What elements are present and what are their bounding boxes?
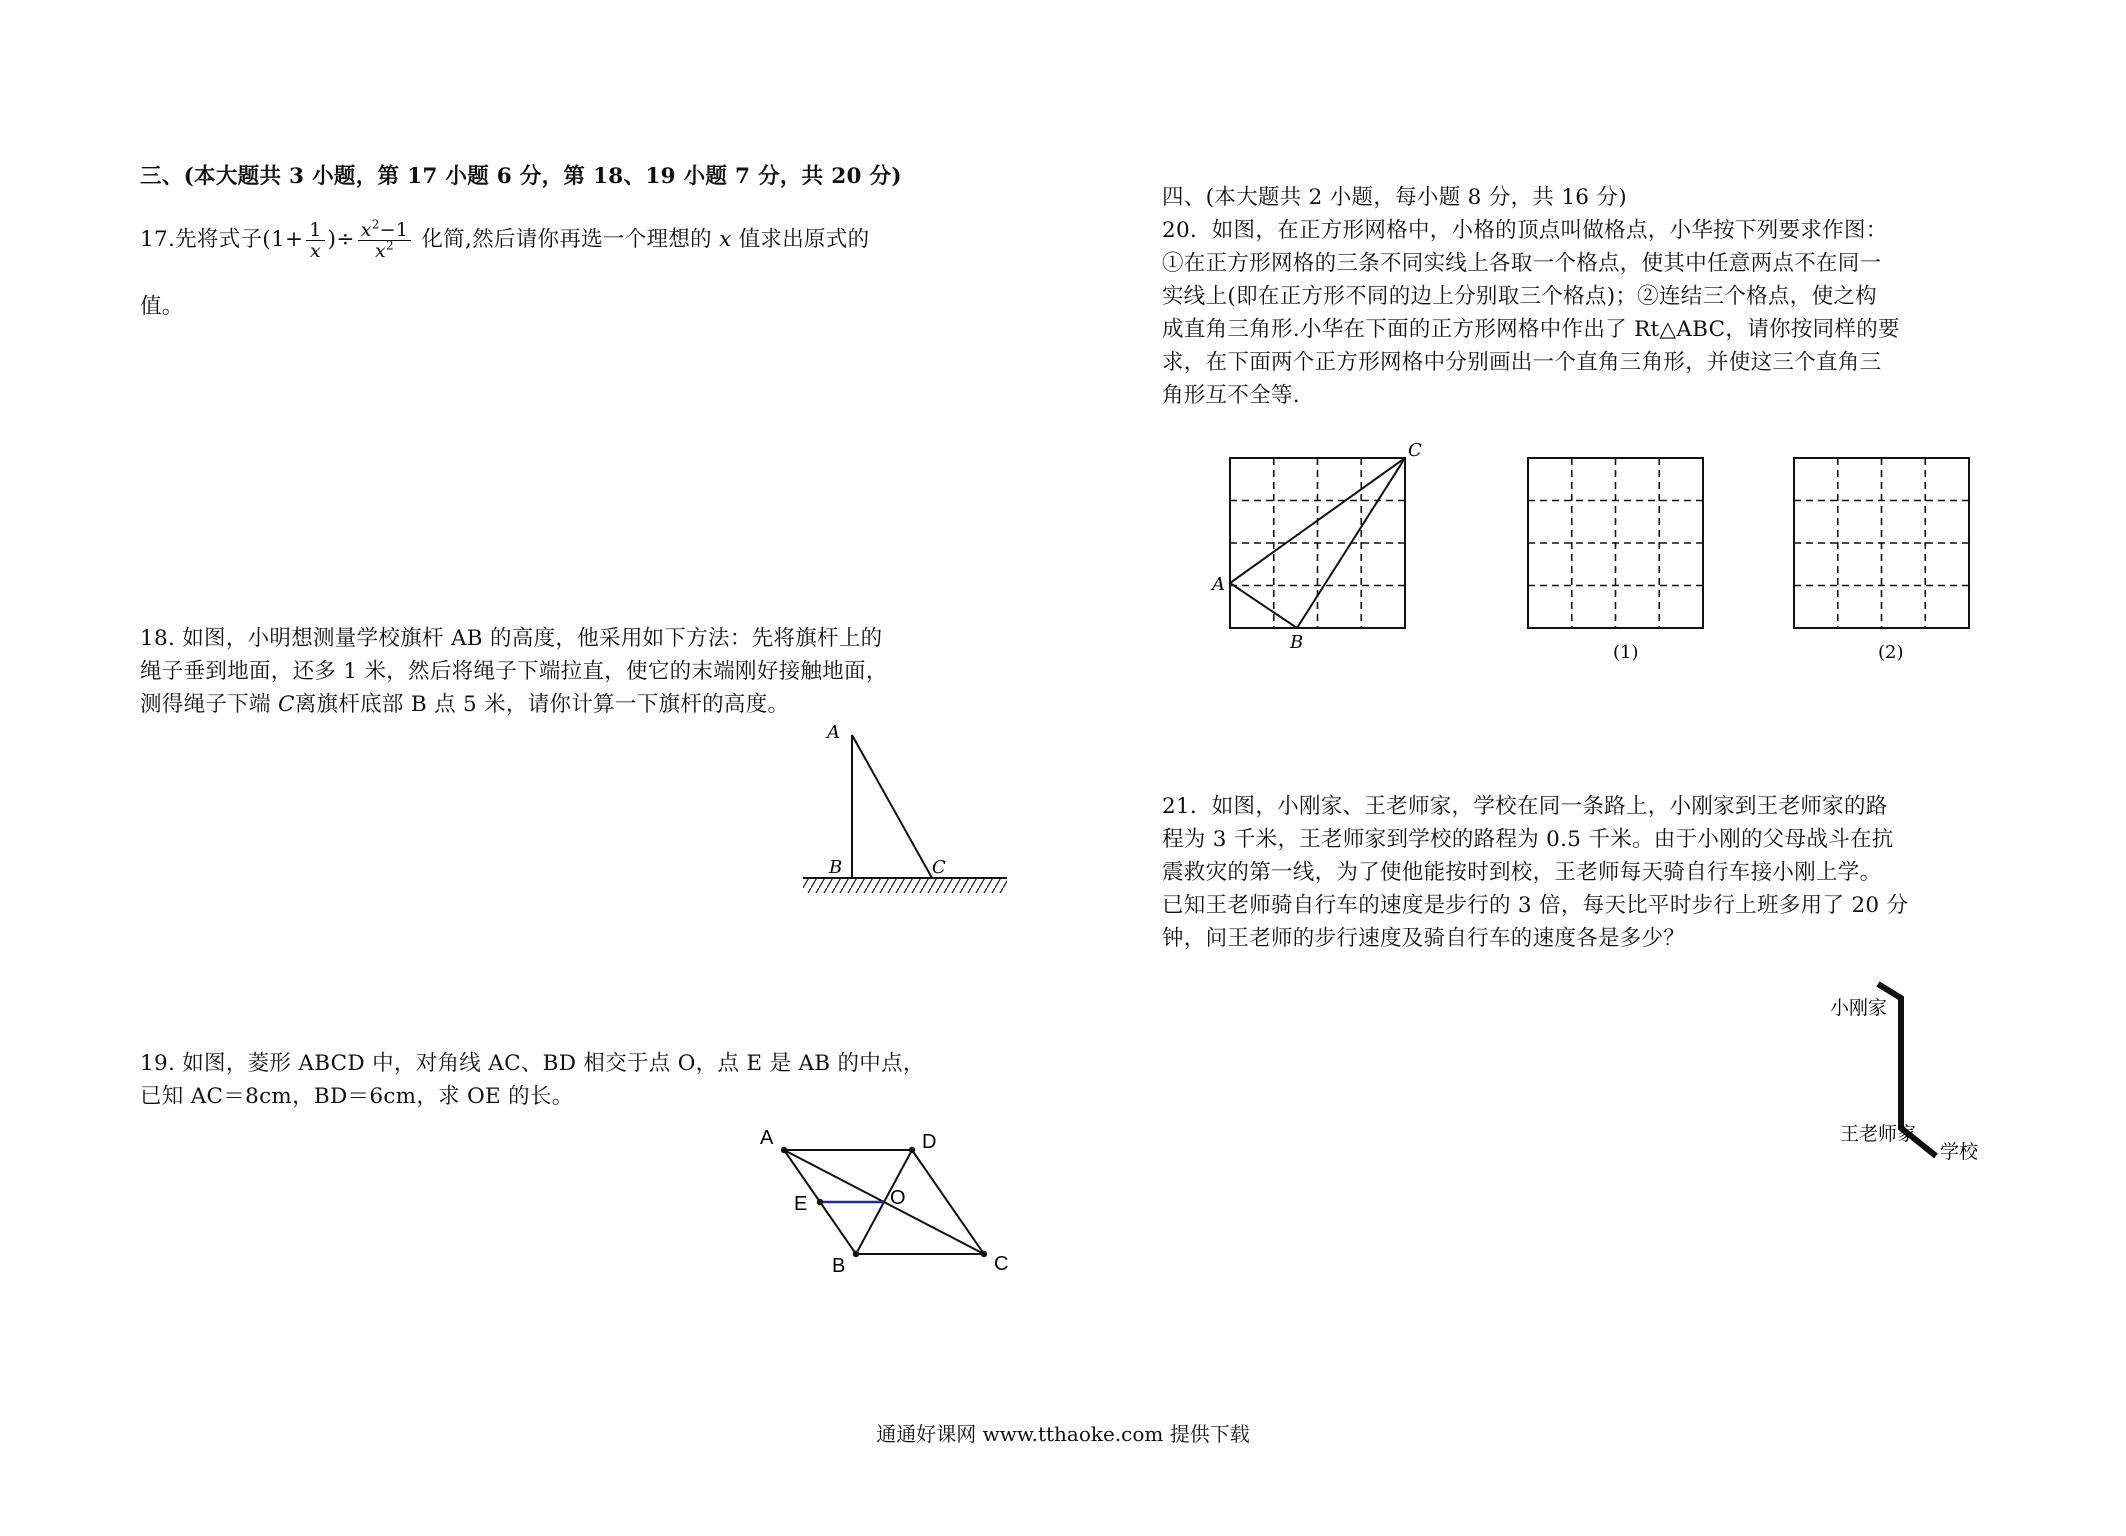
grid-1	[1520, 440, 1740, 670]
road-map-figure	[1820, 970, 2040, 1180]
q20-line1: 20．如图，在正方形网格中，小格的顶点叫做格点，小华按下列要求作图：	[1162, 218, 1888, 243]
point-c	[981, 1251, 987, 1257]
fraction-x2-minus-1-over-x2: $\frac{x^2-1}{x^2}$	[358, 220, 412, 261]
label-a: A	[1212, 574, 1225, 595]
label-e: E	[794, 1193, 808, 1215]
point-d	[909, 1147, 915, 1153]
fraction-1-over-x: $\frac{1}{x}$	[306, 220, 324, 261]
flagpole-figure	[795, 720, 1020, 905]
label-a: A	[760, 1127, 774, 1149]
label-b: B	[829, 857, 843, 878]
q18-line3: 测得绳子下端 C离旗杆底部 B 点 5 米，请你计算一下旗杆的高度。	[140, 692, 790, 717]
caption-1: (1)	[1613, 642, 1639, 663]
label-wang-home: 王老师家	[1840, 1124, 1917, 1145]
footer: 通通好课网 www.tthaoke.com 提供下载	[876, 1422, 1250, 1446]
ground-hatch	[803, 879, 1007, 893]
question-17: 17.先将式子(1+ $\frac{1}{x}$ )÷ $\frac{x^2-1}{x^2}$ 化简,然后请你再选一个理想的 x 值求出原式的	[140, 217, 870, 262]
label-b: B	[1290, 632, 1304, 653]
point-b	[853, 1251, 859, 1257]
rhombus-figure	[740, 1120, 1030, 1290]
label-d: D	[922, 1131, 937, 1153]
q20-line4: 成直角三角形.小华在下面的正方形网格中作出了 Rt△ABC，请你按同样的要	[1162, 317, 1900, 342]
label-b: B	[832, 1255, 846, 1277]
q17-prefix: 17.先将式子(1+	[140, 227, 304, 252]
point-e	[817, 1199, 823, 1205]
q19-line2: 已知 AC＝8cm，BD＝6cm，求 OE 的长。	[140, 1084, 574, 1109]
label-school: 学校	[1940, 1142, 1979, 1163]
point-a	[781, 1147, 787, 1153]
q17-divide: )÷	[327, 227, 355, 252]
grid-example	[1210, 440, 1430, 653]
rope-ac	[852, 735, 932, 878]
caption-2: (2)	[1878, 642, 1904, 663]
q21-line4: 已知王老师骑自行车的速度是步行的 3 倍，每天比平时步行上班多用了 20 分	[1162, 893, 1909, 918]
q20-line2: ①在正方形网格的三条不同实线上各取一个格点，使其中任意两点不在同一	[1162, 251, 1882, 276]
label-c: C	[1408, 440, 1422, 461]
q21-line2: 程为 3 千米，王老师家到学校的路程为 0.5 千米。由于小刚的父母战斗在抗	[1162, 827, 1894, 852]
section3-heading: 三、(本大题共 3 小题，第 17 小题 6 分，第 18、19 小题 7 分，共 20 分)	[140, 164, 902, 189]
section4-heading: 四、(本大题共 2 小题，每小题 8 分，共 16 分)	[1162, 185, 1627, 210]
q21-line1: 21．如图，小刚家、王老师家，学校在同一条路上，小刚家到王老师家的路	[1162, 794, 1888, 819]
label-xiaogang-home: 小刚家	[1830, 998, 1888, 1019]
q21-line5: 钟，问王老师的步行速度及骑自行车的速度各是多少？	[1162, 926, 1686, 951]
label-c: C	[932, 857, 946, 878]
label-a: A	[827, 722, 840, 743]
q18-line2: 绳子垂到地面，还多 1 米，然后将绳子下端拉直，使它的末端刚好接触地面，	[140, 659, 888, 684]
q18-line1: 18. 如图，小明想测量学校旗杆 AB 的高度，他采用如下方法：先将旗杆上的	[140, 626, 883, 651]
q17-line2: 值。	[140, 294, 184, 319]
q20-line3: 实线上(即在正方形不同的边上分别取三个格点)；②连结三个格点，使之构	[1162, 284, 1877, 309]
q20-line5: 求，在下面两个正方形网格中分别画出一个直角三角形，并使这三个直角三	[1162, 350, 1882, 375]
q19-line1: 19. 如图，菱形 ABCD 中，对角线 AC、BD 相交于点 O，点 E 是 AB 的中点，	[140, 1051, 925, 1076]
q20-line6: 角形互不全等.	[1162, 383, 1300, 408]
label-c: C	[994, 1253, 1009, 1275]
q21-line3: 震救灾的第一线，为了使他能按时到校，王老师每天骑自行车接小刚上学。	[1162, 860, 1882, 885]
grid-2	[1786, 440, 2006, 670]
label-o: O	[890, 1187, 906, 1209]
